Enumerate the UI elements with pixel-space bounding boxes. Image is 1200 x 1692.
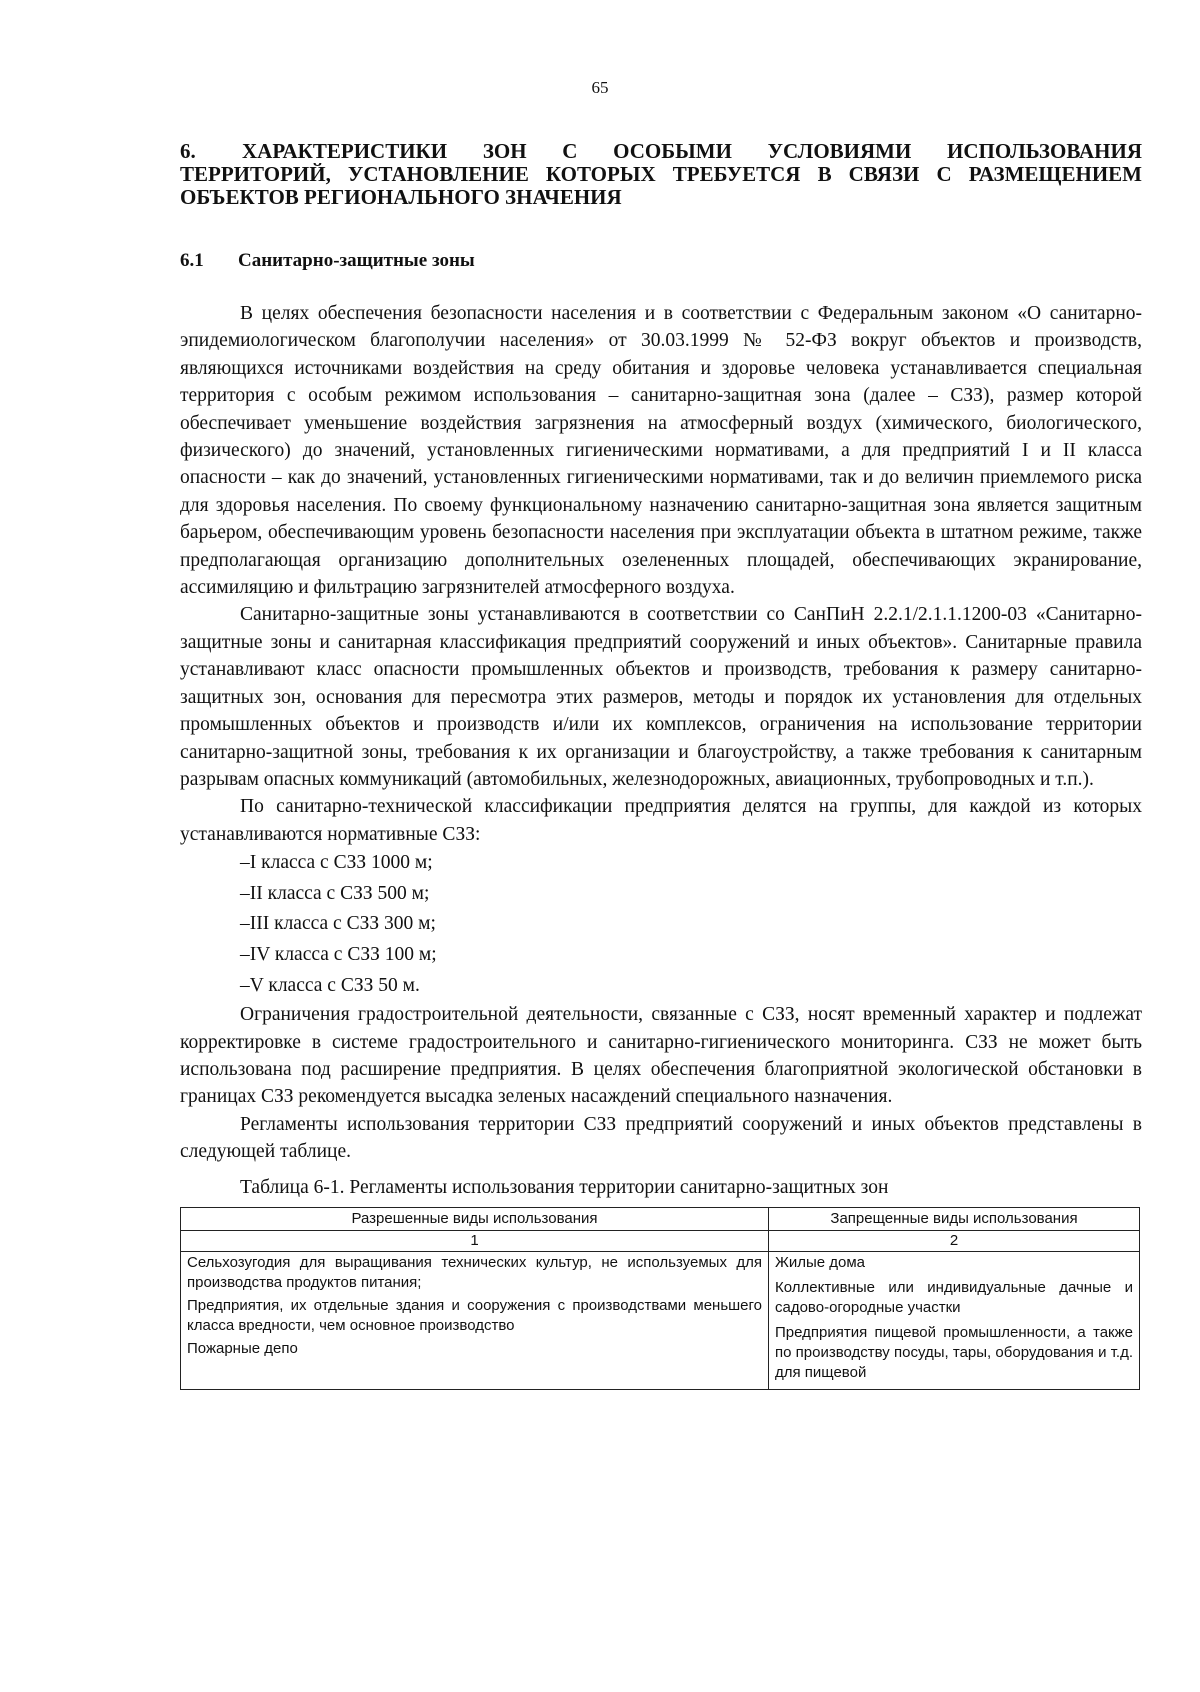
section-number: 6.1 [180,250,204,271]
forbidden-cell [769,1251,1140,1389]
list-item: –I класса с СЗЗ 1000 м; [240,852,433,874]
forbidden-item: Коллективные или индивидуальные дачные и садово-огородные участки [775,1278,1133,1316]
list-item: –III класса с СЗЗ 300 м; [240,913,436,935]
table-row [181,1251,1140,1389]
regulations-table [180,1207,1140,1390]
section-heading [180,250,1142,272]
paragraph: По санитарно-технической классификации предприятия делятся на группы, для каждой из которых устанавливаются нормативные СЗЗ: [180,796,1142,845]
class-list [180,848,1142,1001]
paragraph: Регламенты использования территории СЗЗ предприятий сооружений и иных объектов представлены в следующей таблице. [180,1113,1142,1163]
forbidden-item: Жилые дома [775,1253,866,1271]
table-number-row [181,1230,1140,1251]
table-header-row [181,1207,1140,1230]
allowed-item: Пожарные депо [187,1339,298,1357]
column-number: 1 [181,1230,769,1251]
forbidden-item: Предприятия пищевой промышленности, а также по производству посуды, тары, оборудования и т.д. для пищевой [775,1323,1133,1381]
allowed-item: Предприятия, их отдельные здания и сооружения с производствами меньшего класса вредности, чем основное производство [187,1296,762,1334]
allowed-item: Сельхозугодия для выращивания технических культур, не используемых для производства продуктов питания; [187,1253,762,1291]
header-forbidden: Запрещенные виды использования [769,1207,1140,1230]
document-body [180,300,1142,1390]
list-item: –II класса с СЗЗ 500 м; [240,882,430,904]
section-title: Санитарно-защитные зоны [238,250,475,271]
chapter-number: 6. [180,139,196,163]
list-item: –IV класса с СЗЗ 100 м; [240,943,437,965]
list-item: –V класса с СЗЗ 50 м. [240,974,420,996]
paragraph: Ограничения градостроительной деятельности, связанные с СЗЗ, носят временный характер и подлежат корректировке в системе градостроительного и санитарно-гигиенического мониторинга. СЗЗ не может быть использована под расширение предприятия. В целях обеспечения благоприятной экологической обстановки в границах СЗЗ рекомендуется высадка зеленых насаждений специального назначения. [180,1004,1142,1108]
chapter-title: ХАРАКТЕРИСТИКИ ЗОН С ОСОБЫМИ УСЛОВИЯМИ ИСПОЛЬЗОВАНИЯ ТЕРРИТОРИЙ, УСТАНОВЛЕНИЕ КОТОРЫХ ТРЕБУЕТСЯ В СВЯЗИ С РАЗМЕЩЕНИЕМ ОБЪЕКТОВ РЕГИОНАЛЬНОГО ЗНАЧЕНИЯ [180,139,1142,209]
allowed-cell [181,1251,769,1389]
chapter-heading [180,140,1142,209]
paragraph: Санитарно-защитные зоны устанавливаются в соответствии со СанПиН 2.2.1/2.1.1.1200-03 «Санитарно-защитные зоны и санитарная классификация предприятий сооружений и иных объектов». Санитарные правила устанавливают класс опасности промышленных объектов и производств, требования к размеру санитарно-защитных зон, основания для пересмотра этих размеров, методы и порядок их установления для отдельных промышленных объектов и производств и/или их комплексов, ограничения на использование территории санитарно-защитной зоны, требования к их организации и благоустройству, а также требования к санитарным разрывам опасных коммуникаций (автомобильных, железнодорожных, авиационных, трубопроводных и т.п.). [180,604,1142,790]
column-number: 2 [769,1230,1140,1251]
paragraph: В целях обеспечения безопасности населения и в соответствии с Федеральным законом «О санитарно-эпидемиологическом благополучии населения» от 30.03.1999 № 52-ФЗ вокруг объектов и производств, являющихся источниками воздействия на среду обитания и здоровье человека устанавливается специальная территория с особым режимом использования – санитарно-защитная зона (далее – СЗЗ), размер которой обеспечивает уменьшение воздействия загрязнения на атмосферный воздух (химического, биологического, физического) до значений, установленных гигиеническими нормативами, а для предприятий I и II класса опасности – как до значений, установленных гигиеническими нормативами, так и до величин приемлемого риска для здоровья населения. По своему функциональному назначению санитарно-защитная зона является защитным барьером, обеспечивающим уровень безопасности населения при эксплуатации объекта в штатном режиме, также предполагающая организацию дополнительных озелененных площадей, обеспечивающих экранирование, ассимиляцию и фильтрацию загрязнителей атмосферного воздуха. [180,303,1142,599]
header-allowed: Разрешенные виды использования [181,1207,769,1230]
table-caption: Таблица 6-1. Регламенты использования территории санитарно-защитных зон [240,1176,889,1198]
page-number: 65 [591,78,609,97]
